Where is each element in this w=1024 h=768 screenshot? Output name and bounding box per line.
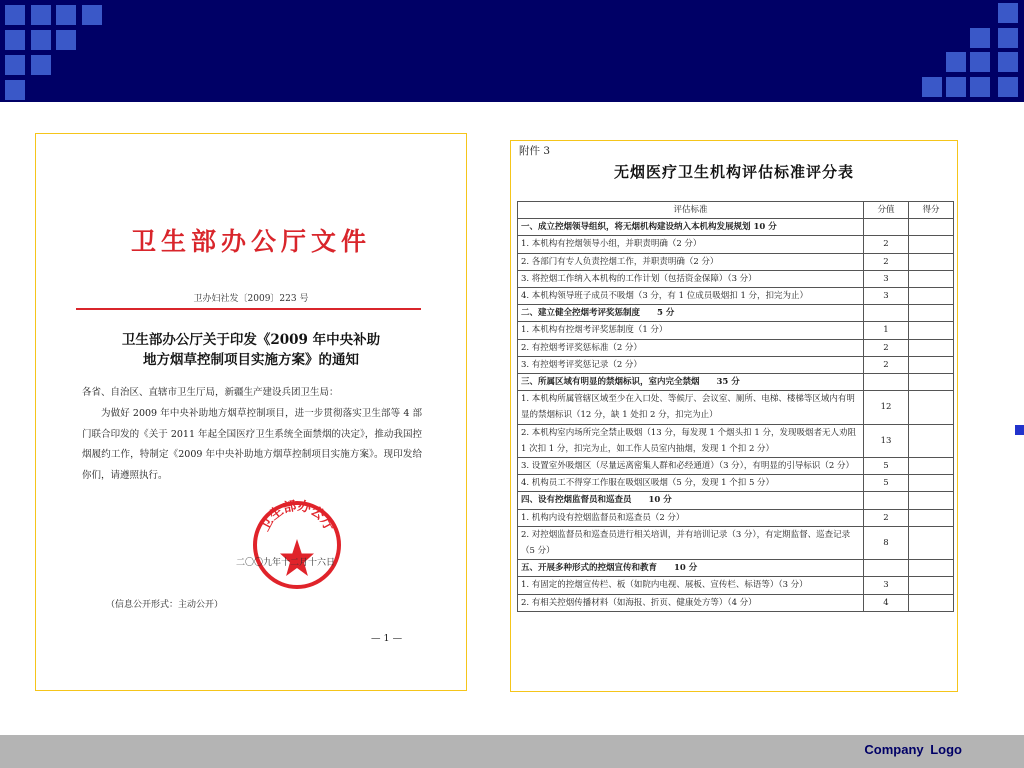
- page-number: — 1 —: [371, 633, 403, 644]
- section-row: [518, 305, 954, 322]
- decor-square: [5, 80, 25, 100]
- obtained-score-cell: [909, 509, 954, 526]
- decor-square: [5, 30, 25, 50]
- criterion-score: 8: [864, 526, 909, 559]
- company-logo: Company Logo: [864, 742, 962, 757]
- criterion-score: 12: [864, 391, 909, 424]
- criterion-score: 2: [864, 356, 909, 373]
- obtained-score-cell: [909, 219, 954, 236]
- criterion-text: 1. 机构内设有控烟监督员和巡查员（2 分）: [518, 509, 864, 526]
- table-header-row: [518, 202, 954, 219]
- criterion-score: 2: [864, 253, 909, 270]
- criterion-row: [518, 322, 954, 339]
- obtained-score-cell: [909, 288, 954, 305]
- scoresheet-title: 无烟医疗卫生机构评估标准评分表: [613, 163, 854, 181]
- criterion-score: 4: [864, 594, 909, 611]
- criterion-text: 四、设有控烟监督员和巡查员 10 分: [518, 492, 864, 509]
- criterion-text: 2. 对控烟监督员和巡查员进行相关培训，并有培训记录（3 分），有定期监督、巡查记录（5 分）: [518, 526, 864, 559]
- footer-band: [0, 735, 1024, 768]
- obtained-score-cell: [909, 253, 954, 270]
- column-header: 评估标准: [518, 202, 864, 219]
- attachment-label: 附件 3: [519, 145, 551, 157]
- decor-square: [5, 55, 25, 75]
- criterion-score: 3: [864, 288, 909, 305]
- issue-date: 二〇〇九年十二月十六日: [236, 558, 336, 568]
- obtained-score-cell: [909, 339, 954, 356]
- decor-square: [31, 5, 51, 25]
- criterion-text: 1. 本机构所属管辖区域至少在入口处、等候厅、会议室、厕所、电梯、楼梯等区域内有明显的禁烟标识（12 分，缺 1 处扣 2 分，扣完为止）: [518, 391, 864, 424]
- obtained-score-cell: [909, 391, 954, 424]
- criterion-row: [518, 288, 954, 305]
- document-header-title: 卫生部办公厅文件: [130, 227, 371, 256]
- disclosure-form: （信息公开形式：主动公开）: [106, 600, 224, 610]
- obtained-score-cell: [909, 475, 954, 492]
- evaluation-scoresheet-document: [510, 140, 958, 692]
- obtained-score-cell: [909, 356, 954, 373]
- criterion-row: [518, 236, 954, 253]
- section-row: [518, 560, 954, 577]
- decor-square: [970, 77, 990, 97]
- criterion-row: [518, 270, 954, 287]
- notice-title: [96, 330, 406, 370]
- obtained-score-cell: [909, 374, 954, 391]
- section-row: [518, 219, 954, 236]
- decor-square: [31, 30, 51, 50]
- obtained-score-cell: [909, 322, 954, 339]
- criterion-row: [518, 577, 954, 594]
- criterion-row: [518, 526, 954, 559]
- obtained-score-cell: [909, 305, 954, 322]
- criterion-text: 3. 有控烟考评奖惩记录（2 分）: [518, 356, 864, 373]
- column-header: 得分: [909, 202, 954, 219]
- criterion-score: 13: [864, 424, 909, 457]
- criterion-score: [864, 560, 909, 577]
- criterion-row: [518, 458, 954, 475]
- criterion-row: [518, 391, 954, 424]
- criterion-row: [518, 424, 954, 457]
- government-notice-document: [35, 133, 467, 691]
- official-seal-icon: [251, 499, 343, 591]
- criterion-text: 1. 本机构有控烟考评奖惩制度（1 分）: [518, 322, 864, 339]
- decor-square: [970, 28, 990, 48]
- red-divider: [76, 308, 421, 310]
- decor-square: [82, 5, 102, 25]
- criterion-text: 二、建立健全控烟考评奖惩制度 5 分: [518, 305, 864, 322]
- criterion-text: 三、所属区域有明显的禁烟标识，室内完全禁烟 35 分: [518, 374, 864, 391]
- decor-square: [998, 77, 1018, 97]
- criterion-score: [864, 305, 909, 322]
- criterion-text: 2. 本机构室内场所完全禁止吸烟（13 分，每发现 1 个烟头扣 1 分，发现吸烟者无人劝阻 1 次扣 1 分，扣完为止，如工作人员室内抽烟，发现 1 个扣 2 分）: [518, 424, 864, 457]
- obtained-score-cell: [909, 458, 954, 475]
- decor-square: [970, 52, 990, 72]
- criterion-text: 4. 本机构领导班子成员不吸烟（3 分，有 1 位成员吸烟扣 1 分，扣完为止）: [518, 288, 864, 305]
- header-band: [0, 0, 1024, 102]
- criterion-row: [518, 594, 954, 611]
- document-number: 卫办妇社发〔2009〕223 号: [193, 294, 309, 304]
- notice-title-line: 卫生部办公厅关于印发《2009 年中央补助: [121, 332, 381, 348]
- decor-square: [922, 77, 942, 97]
- decor-square: [56, 5, 76, 25]
- criterion-text: 3. 将控烟工作纳入本机构的工作计划（包括资金保障）（3 分）: [518, 270, 864, 287]
- obtained-score-cell: [909, 577, 954, 594]
- section-row: [518, 492, 954, 509]
- decor-square: [5, 5, 25, 25]
- criterion-text: 一、成立控烟领导组织，将无烟机构建设纳入本机构发展规划 10 分: [518, 219, 864, 236]
- decor-square: [31, 55, 51, 75]
- criterion-score: 5: [864, 475, 909, 492]
- obtained-score-cell: [909, 424, 954, 457]
- criterion-score: [864, 219, 909, 236]
- criterion-row: [518, 339, 954, 356]
- criterion-score: 2: [864, 236, 909, 253]
- scoresheet-table: [517, 201, 954, 612]
- obtained-score-cell: [909, 560, 954, 577]
- decor-square: [1015, 425, 1024, 435]
- decor-square: [998, 52, 1018, 72]
- criterion-score: [864, 374, 909, 391]
- criterion-text: 1. 有固定的控烟宣传栏、板（如院内电视、展板、宣传栏、标语等）（3 分）: [518, 577, 864, 594]
- criterion-score: 2: [864, 509, 909, 526]
- criterion-text: 3. 设置室外吸烟区（尽量远离密集人群和必经通道）（3 分），有明显的引导标识（2 分）: [518, 458, 864, 475]
- obtained-score-cell: [909, 492, 954, 509]
- svg-text:卫生部办公厅: 卫生部办公厅: [257, 499, 337, 534]
- criterion-row: [518, 475, 954, 492]
- obtained-score-cell: [909, 236, 954, 253]
- criterion-score: 3: [864, 270, 909, 287]
- obtained-score-cell: [909, 270, 954, 287]
- obtained-score-cell: [909, 526, 954, 559]
- criterion-text: 2. 有相关控烟传播材料（如海报、折页、健康处方等）（4 分）: [518, 594, 864, 611]
- criterion-text: 2. 各部门有专人负责控烟工作，并职责明确（2 分）: [518, 253, 864, 270]
- notice-body: 为做好 2009 年中央补助地方烟草控制项目，进一步贯彻落实卫生部等 4 部门联合印发的《关于 2011 年起全国医疗卫生系统全面禁烟的决定》，推动我国控烟履约工作，特制定《2009 年中央补助地方烟草控制项目实施方案》。现印发给你们，请遵照执行。: [82, 408, 422, 481]
- criterion-row: [518, 253, 954, 270]
- criterion-score: 1: [864, 322, 909, 339]
- criterion-text: 4. 机构员工不得穿工作服在吸烟区吸烟（5 分，发现 1 个扣 5 分）: [518, 475, 864, 492]
- criterion-score: 3: [864, 577, 909, 594]
- obtained-score-cell: [909, 594, 954, 611]
- decor-square: [56, 30, 76, 50]
- decor-square: [946, 52, 966, 72]
- criterion-row: [518, 356, 954, 373]
- column-header: 分值: [864, 202, 909, 219]
- section-row: [518, 374, 954, 391]
- criterion-text: 1. 本机构有控烟领导小组，并职责明确（2 分）: [518, 236, 864, 253]
- criterion-text: 五、开展多种形式的控烟宣传和教育 10 分: [518, 560, 864, 577]
- scoresheet-body: [518, 219, 954, 612]
- criterion-score: 2: [864, 339, 909, 356]
- decor-square: [998, 3, 1018, 23]
- criterion-text: 2. 有控烟考评奖惩标准（2 分）: [518, 339, 864, 356]
- decor-square: [998, 28, 1018, 48]
- criterion-score: [864, 492, 909, 509]
- decor-square: [946, 77, 966, 97]
- addressee: 各省、自治区、直辖市卫生厅局，新疆生产建设兵团卫生局：: [82, 387, 339, 398]
- criterion-row: [518, 509, 954, 526]
- notice-title-line: 地方烟草控制项目实施方案》的通知: [143, 352, 359, 368]
- criterion-score: 5: [864, 458, 909, 475]
